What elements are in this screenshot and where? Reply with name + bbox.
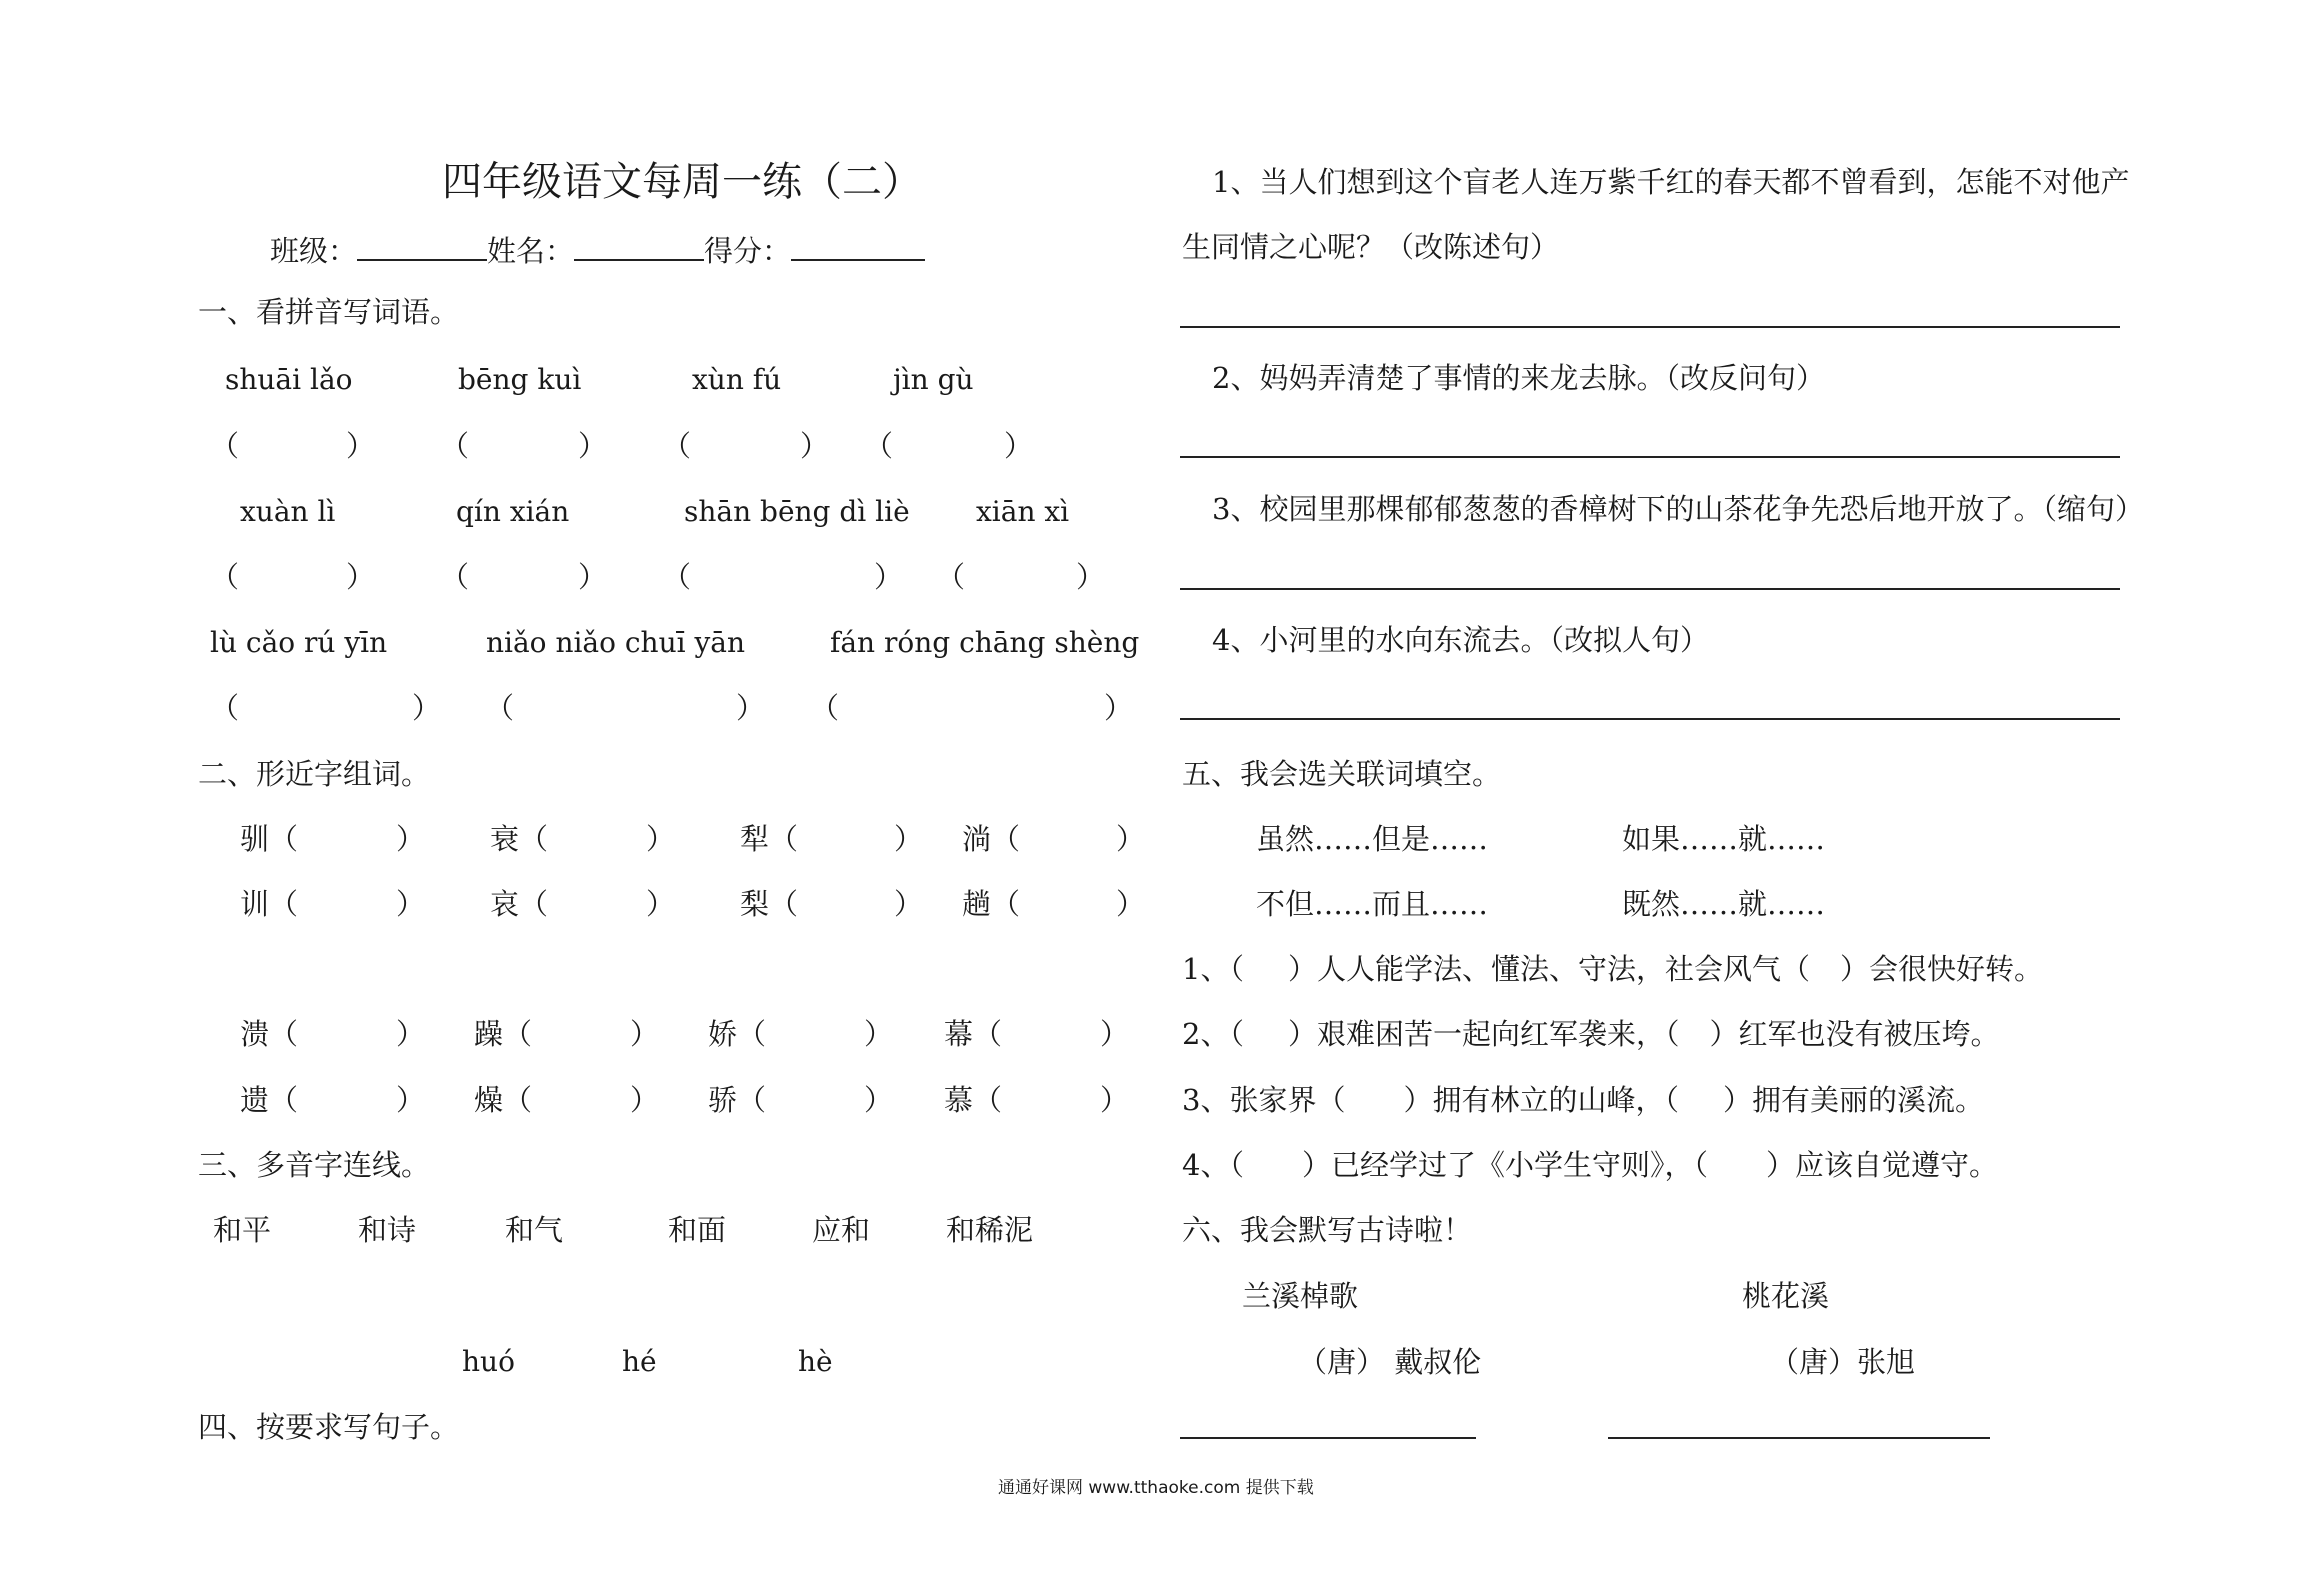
char-item[interactable]: 娇（ [708, 1017, 767, 1051]
polyphone-word[interactable]: 和稀泥 [946, 1213, 1034, 1247]
char-item-close: ） [396, 887, 426, 921]
pinyin-2: bēng kuì [458, 363, 582, 396]
conjunction-option: 不但……而且…… [1256, 887, 1489, 921]
char-item[interactable]: 哀（ [490, 887, 549, 921]
answer-paren-6[interactable]: （ [440, 560, 470, 594]
s4-question-1a: 1、当人们想到这个盲老人连万紫千红的春天都不曾看到，怎能不对他产 [1212, 165, 2130, 199]
answer-paren-11-close: ） [1104, 691, 1134, 725]
polyphone-pinyin[interactable]: hè [798, 1345, 833, 1378]
char-item-close: ） [630, 1083, 660, 1117]
char-item[interactable]: 躁（ [474, 1017, 533, 1051]
footer-credit: 通通好课网 www.tthaoke.com 提供下载 [998, 1478, 1314, 1498]
class-label: 班级： [270, 234, 358, 268]
char-item-close: ） [1116, 822, 1146, 856]
char-item-close: ） [1116, 887, 1146, 921]
answer-paren-7[interactable]: （ [662, 560, 692, 594]
score-label: 得分： [704, 234, 792, 268]
conjunction-option: 如果……就…… [1622, 822, 1826, 856]
poem-2-answer-line[interactable] [1608, 1437, 1990, 1439]
s4-question-1b: 生同情之心呢？（改陈述句） [1182, 230, 1560, 264]
pinyin-9: lù cǎo rú yīn [210, 626, 388, 659]
answer-paren-6-close: ） [578, 560, 608, 594]
polyphone-pinyin[interactable]: huó [462, 1345, 515, 1378]
s5-question-4: 4、（ ）已经学过了《小学生守则》，（ ）应该自觉遵守。 [1182, 1148, 1998, 1182]
answer-paren-10[interactable]: （ [485, 691, 515, 725]
answer-paren-10-close: ） [736, 691, 766, 725]
polyphone-pinyin[interactable]: hé [622, 1345, 657, 1378]
char-item-close: ） [646, 822, 676, 856]
char-item-close: ） [1100, 1017, 1130, 1051]
answer-paren-2[interactable]: （ [440, 429, 470, 463]
polyphone-word[interactable]: 应和 [812, 1213, 871, 1247]
answer-paren-7-close: ） [874, 560, 904, 594]
polyphone-word[interactable]: 和面 [668, 1213, 727, 1247]
char-item[interactable]: 趟（ [962, 887, 1021, 921]
answer-paren-3[interactable]: （ [662, 429, 692, 463]
char-item[interactable]: 燥（ [474, 1083, 533, 1117]
polyphone-word[interactable]: 和气 [505, 1213, 564, 1247]
char-item[interactable]: 幕（ [944, 1017, 1003, 1051]
char-item-close: ） [894, 822, 924, 856]
char-item[interactable]: 梨（ [740, 887, 799, 921]
char-item-close: ） [396, 1083, 426, 1117]
char-item[interactable]: 慕（ [944, 1083, 1003, 1117]
polyphone-word[interactable]: 和平 [213, 1213, 272, 1247]
char-item[interactable]: 犁（ [740, 822, 799, 856]
char-item-close: ） [864, 1017, 894, 1051]
answer-paren-11[interactable]: （ [810, 691, 840, 725]
poem-1-author: （唐） 戴叔伦 [1298, 1345, 1482, 1379]
pinyin-6: qín xián [456, 495, 570, 528]
polyphone-word[interactable]: 和诗 [358, 1213, 417, 1247]
page-title: 四年级语文每周一练（二） [442, 159, 922, 205]
answer-paren-5[interactable]: （ [210, 560, 240, 594]
pinyin-5: xuàn lì [240, 495, 336, 528]
poem-1-answer-line[interactable] [1180, 1437, 1476, 1439]
poem-2-author: （唐）张旭 [1770, 1345, 1916, 1379]
pinyin-10: niǎo niǎo chuī yān [486, 626, 746, 659]
answer-line[interactable] [1180, 326, 2120, 328]
pinyin-11: fán róng chāng shèng [830, 626, 1140, 659]
answer-paren-1-close: ） [346, 429, 376, 463]
section-1-heading: 一、看拼音写词语。 [198, 295, 460, 329]
answer-paren-9-close: ） [412, 691, 442, 725]
student-info-row [270, 233, 925, 266]
score-field[interactable] [791, 233, 925, 261]
s4-question-2: 2、妈妈弄清楚了事情的来龙去脉。（改反问句） [1212, 361, 1825, 395]
char-item-close: ） [864, 1083, 894, 1117]
pinyin-8: xiān xì [976, 495, 1070, 528]
s4-question-3: 3、校园里那棵郁郁葱葱的香樟树下的山茶花争先恐后地开放了。（缩句） [1212, 492, 2144, 526]
pinyin-3: xùn fú [692, 363, 782, 396]
char-item-close: ） [1100, 1083, 1130, 1117]
answer-line[interactable] [1180, 588, 2120, 590]
s5-question-1: 1、（ ）人人能学法、懂法、守法，社会风气（ ）会很快好转。 [1182, 952, 2043, 986]
char-item[interactable]: 驯（ [240, 822, 299, 856]
answer-line[interactable] [1180, 718, 2120, 720]
pinyin-1: shuāi lǎo [225, 363, 353, 396]
char-item[interactable]: 遗（ [240, 1083, 299, 1117]
answer-paren-8-close: ） [1076, 560, 1106, 594]
char-item[interactable]: 训（ [240, 887, 299, 921]
pinyin-7: shān bēng dì liè [684, 495, 910, 528]
answer-paren-2-close: ） [578, 429, 608, 463]
char-item[interactable]: 骄（ [708, 1083, 767, 1117]
pinyin-4: jìn gù [893, 363, 974, 396]
answer-paren-8[interactable]: （ [936, 560, 966, 594]
answer-paren-4[interactable]: （ [864, 429, 894, 463]
answer-paren-5-close: ） [346, 560, 376, 594]
section-2-heading: 二、形近字组词。 [198, 757, 431, 791]
answer-paren-3-close: ） [800, 429, 830, 463]
conjunction-option: 既然……就…… [1622, 887, 1826, 921]
answer-line[interactable] [1180, 456, 2120, 458]
poem-1-title: 兰溪棹歌 [1242, 1279, 1359, 1313]
char-item[interactable]: 衰（ [490, 822, 549, 856]
poem-2-title: 桃花溪 [1742, 1279, 1830, 1313]
name-field[interactable] [574, 233, 704, 261]
char-item-close: ） [646, 887, 676, 921]
conjunction-option: 虽然……但是…… [1256, 822, 1489, 856]
section-5-heading: 五、我会选关联词填空。 [1182, 757, 1502, 791]
char-item-close: ） [894, 887, 924, 921]
char-item-close: ） [396, 822, 426, 856]
char-item-close: ） [396, 1017, 426, 1051]
char-item[interactable]: 溃（ [240, 1017, 299, 1051]
class-field[interactable] [357, 233, 487, 261]
answer-paren-1[interactable]: （ [210, 429, 240, 463]
answer-paren-9[interactable]: （ [210, 691, 240, 725]
section-6-heading: 六、我会默写古诗啦！ [1182, 1213, 1473, 1247]
s4-question-4: 4、小河里的水向东流去。（改拟人句） [1212, 623, 1709, 657]
name-label: 姓名： [487, 234, 575, 268]
answer-paren-4-close: ） [1004, 429, 1034, 463]
char-item[interactable]: 淌（ [962, 822, 1021, 856]
section-4-heading: 四、按要求写句子。 [198, 1410, 460, 1444]
section-3-heading: 三、多音字连线。 [198, 1148, 431, 1182]
s5-question-2: 2、（ ）艰难困苦一起向红军袭来，（ ）红军也没有被压垮。 [1182, 1017, 2000, 1051]
char-item-close: ） [630, 1017, 660, 1051]
s5-question-3: 3、张家界（ ）拥有林立的山峰，（ ）拥有美丽的溪流。 [1182, 1083, 1984, 1117]
